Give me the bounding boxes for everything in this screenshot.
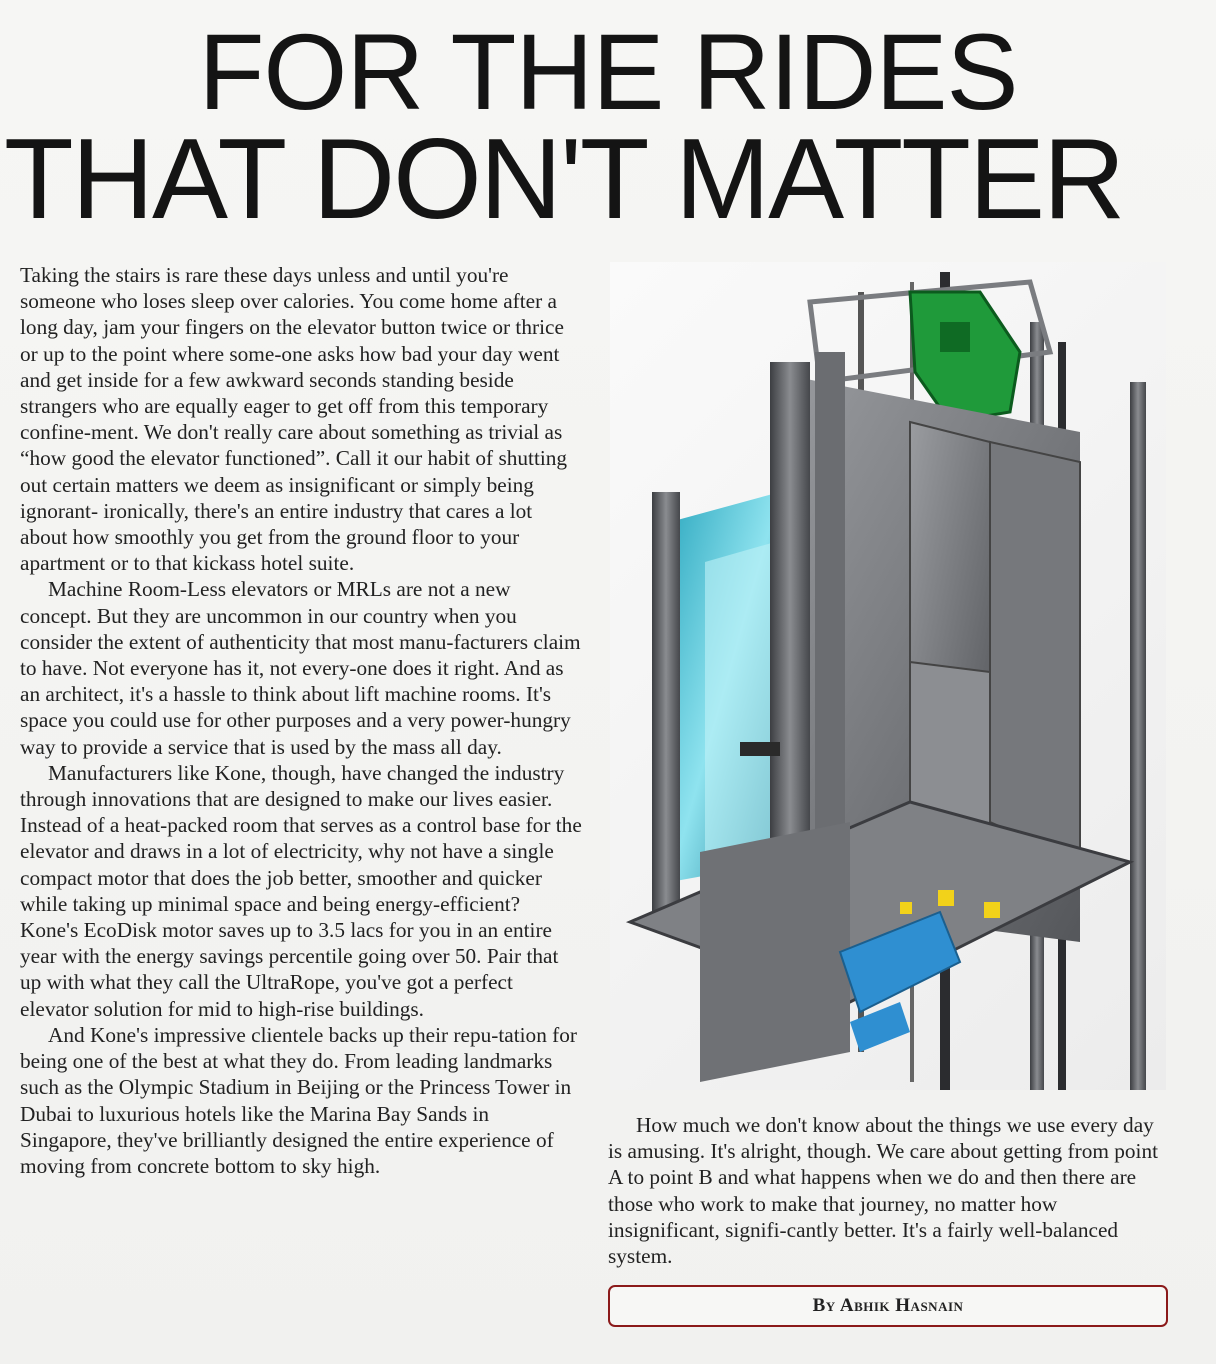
article-paragraph: Manufacturers like Kone, though, have changed the industry through innovations that are designed to make our lives easier. Instead of a heat-packed room that serves as a control base for the elevator and draws in a lot of electricity, why not have a single compact motor that does the job better, smoother and quicker while taking up minimal space and being energy-efficient? Kone's EcoDisk motor saves up to 3.5 lacs for you in an entire year with the energy savings percentile going over 50. Pair that up with what they call the UltraRope, you've got a perfect elevator solution for mid to high-rise buildings.: [20, 760, 582, 1021]
article-right-column: [608, 1112, 1168, 1269]
apron-panel: [700, 822, 850, 1082]
guide-rail: [1130, 382, 1146, 1090]
article-left-column: [20, 262, 582, 1179]
door-frame: [652, 492, 680, 912]
yellow-bracket: [900, 902, 912, 914]
elevator-cabin-drawing: [610, 262, 1166, 1090]
motor-detail: [940, 322, 970, 352]
cabin-glass-reflection: [705, 542, 775, 852]
yellow-bracket: [984, 902, 1000, 918]
article-paragraph: And Kone's impressive clientele backs up their repu-tation for being one of the best at what they do. From leading landmarks such as the Olympic Stadium in Beijing or the Princess Tower in Dubai to luxurious hotels like the Marina Bay Sands in Singapore, they've brilliantly designed the entire experience of moving from concrete bottom to sky high.: [20, 1022, 578, 1178]
door-panel: [990, 442, 1080, 862]
elevator-illustration: [610, 262, 1166, 1090]
yellow-bracket: [938, 890, 954, 906]
byline: By Abhik Hasnain: [812, 1295, 964, 1316]
handrail: [740, 742, 780, 756]
article-paragraph: How much we don't know about the things we use every day is amusing. It's alright, though. We care about getting from point A to point B and what happens when we do and then there are those who work to make that journey, no matter how insignificant, signifi-cantly better. It's a fairly well-balanced system.: [608, 1113, 1159, 1269]
article-paragraph: Machine Room-Less elevators or MRLs are not a new concept. But they are uncommon in our country when you consider the extent of authenticity that most manu-facturers claim to have. Not everyone has it, not every-one does it right. And as an architect, it's a hassle to think about lift machine rooms. It's space you could use for other purposes and a very power-hungry way to provide a service that is used by the mass all day.: [20, 577, 581, 759]
article-paragraph: Taking the stairs is rare these days unless and until you're someone who loses sleep over calories. You come home after a long day, jam your fingers on the elevator button twice or thrice or up to the point where some-one asks how bad your day went and get inside for a few awkward seconds standing beside strangers who are equally eager to get off from this temporary confine-ment. We don't really care about something as trivial as “how good the elevator functioned”. Call it our habit of shutting out certain matters we deem as insignificant or simply being ignorant- ironically, there's an entire industry that cares a lot about how smoothly you get from the ground floor to your apartment or to that kickass hotel suite.: [20, 263, 568, 576]
headline: [0, 11, 1216, 243]
byline-box: [608, 1285, 1168, 1327]
headline-line-2: THAT DON'T MATTER: [4, 116, 1124, 243]
headline-line-1: FOR THE RIDES: [198, 11, 1018, 132]
